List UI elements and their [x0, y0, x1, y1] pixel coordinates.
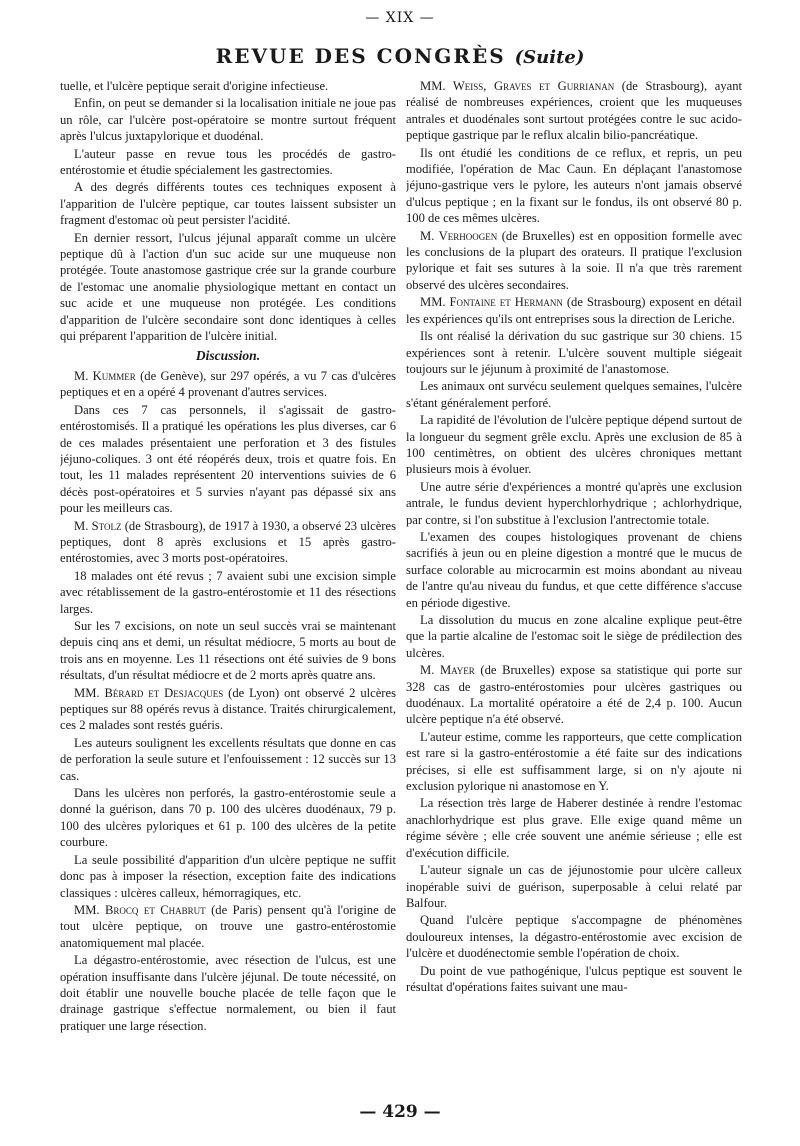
running-title	[0, 44, 800, 68]
paragraph-text: (de Strasbourg), de 1917 à 1930, a observé 23 ulcères peptiques, dont 8 après exclusions et 15 après gastro-entérostomies, avec 3 morts post-opératoires.	[60, 518, 396, 566]
author-name: MM. Weiss, Graves et Gurrianan	[420, 79, 615, 93]
section-heading-discussion: Discussion.	[195, 347, 261, 363]
paragraph: Dans les ulcères non perforés, la gastro-entérostomie seule a donné la guérison, dans 70 p. 100 des ulcères duodénaux, 79 p. 100 des ulcères pyloriques et 61 p. 100 des ulcères de la petite courbure.	[60, 786, 396, 850]
paragraph: La résection très large de Haberer destinée à rendre l'estomac anachlorhydrique est plus grave. Elle exige quand même un régime sévère ; elle crée souvent une anémie sérieuse ; elle est d'exécution difficile.	[406, 796, 742, 860]
author-name: MM. Brocq et Chabrut	[74, 902, 206, 917]
running-title-suffix: (Suite)	[514, 47, 585, 68]
paragraph	[406, 662, 742, 728]
paragraph: Ils ont réalisé la dérivation du suc gastrique sur 30 chiens. 15 expériences sont à retenir. L'ulcère souvent multiple siégeait toujours sur le jéjunum à proximité de l'anastomose.	[406, 329, 742, 376]
paragraph-text: (de Genève), sur 297 opérés, a vu 7 cas d'ulcères peptiques et en a opéré 4 provenant d'autres services.	[60, 368, 396, 400]
author-name: M. Kummer	[74, 368, 136, 383]
paragraph-text: (de Lyon) ont observé 2 ulcères peptiques sur 88 opérés revus à distance. Traités chirurgicalement, ces 2 malades sont restés guéris.	[60, 685, 396, 733]
paragraph-text: (de Strasbourg), ayant réalisé de nombreuses expériences, croient que les muqueuses antrales et duodénales sont surtout protégées contre le suc acido-peptique gastrique par le reflux alcalin bilio-pancréatique.	[406, 79, 742, 143]
paragraph: L'auteur estime, comme les rapporteurs, que cette complication est rare si la gastro-entérostomie a été faite sur des indications précises, si elle est suffisamment large, si on n'y ajoute ni exclusion pylorique ni anastomose en Y.	[406, 729, 742, 794]
paragraph: Les auteurs soulignent les excellents résultats que donne en cas de perforation la seule suture et l'enfouissement : 12 succès sur 13 cas.	[60, 735, 396, 783]
paragraph: L'examen des coupes histologiques provenant de chiens sacrifiés à jeun ou en pleine digestion a montré que le mucus de surface colorable au microcarmin est moins abondant au niveau de l'antre qu'au niveau du fundus, et que cette différence s'accuse en période digestive.	[406, 529, 742, 610]
paragraph: A des degrés différents toutes ces techniques exposent à l'apparition de l'ulcère peptique, car toutes laissent subsister un fragment d'estomac où peut persister l'acidité.	[60, 180, 396, 228]
roman-page-number: — XIX —	[365, 10, 435, 26]
paragraph	[60, 902, 396, 951]
author-name: MM. Fontaine et Hermann	[420, 295, 563, 310]
paragraph: tuelle, et l'ulcère peptique serait d'origine infectieuse.	[60, 79, 329, 93]
paragraph-text: (de Bruxelles) expose sa statistique qui porte sur 328 cas de gastro-entérostomies pour ulcères gastriques ou duodénaux. La mortalité opératoire a été de 2,4 p. 100. Aucun ulcère peptique n'a été observé.	[406, 663, 742, 727]
paragraph: La dissolution du mucus en zone alcaline explique peut-être que la partie alcaline de l'estomac soit le siège de prédilection des ulcères.	[406, 613, 742, 660]
paragraph: Du point de vue pathogénique, l'ulcus peptique est souvent le résultat d'opérations faites suivant une mau-	[406, 963, 742, 994]
author-name: MM. Bérard et Desjacques	[74, 685, 224, 700]
paragraph: L'auteur passe en revue tous les procédés de gastro-entérostomie et étudie spécialement les gastrectomies.	[60, 146, 396, 178]
paragraph: La rapidité de l'évolution de l'ulcère peptique dépend surtout de la longueur du segment grêle exclu. Après une exclusion de 85 à 100 centimètres, on obtient des ulcères chroniques mettant plusieurs mois à évoluer.	[406, 413, 742, 477]
paragraph: Les animaux ont survécu seulement quelques semaines, l'ulcère s'étant généralement perforé.	[406, 379, 742, 410]
paragraph	[406, 294, 742, 327]
left-column	[60, 78, 396, 1098]
paragraph	[60, 368, 396, 401]
paragraph-text: (de Paris) pensent qu'à l'origine de tout ulcère peptique, on trouve une gastro-entérostomie anatomiquement mal placée.	[60, 902, 396, 950]
paragraph: La dégastro-entérostomie, avec résection de l'ulcus, est une opération insuffisante dans l'ulcère jéjunal. De toute nécessité, on doit établir une nouvelle bouche placée de telle façon que le drainage gastrique s'effectue normalement, ou bien il faut pratiquer une large résection.	[60, 953, 396, 1033]
right-column	[406, 78, 742, 1098]
paragraph	[60, 518, 396, 567]
paragraph: Une autre série d'expériences a montré qu'après une exclusion antrale, le fundus devient hyperchlorhydrique ; achlorhydrique, par contre, si l'on substitue à l'exclusion l'antrectomie totale.	[406, 479, 742, 527]
paragraph: Dans ces 7 cas personnels, il s'agissait de gastro-entérostomisés. Il a pratiqué les opérations les plus diverses, car 6 de ces malades présentaient une perforation et 3 des fistules jéjuno-coliques. 3 ont été réopérés deux, trois et quatre fois. En tout, les 11 malades représentent 20 interventions suivies de 6 décès post-opératoires et 5 survies n'ayant pas dépassé six ans pour les meilleurs cas.	[60, 402, 396, 516]
paragraph	[406, 228, 742, 294]
paragraph: Sur les 7 excisions, on note un seul succès vrai se maintenant depuis cinq ans et demi, un résultat médiocre, 5 morts au bout de trois ans en moyenne. Les 11 résections ont été suivies de 9 bons résultats, d'un résultat médiocre et de 2 morts après quatre ans.	[60, 619, 396, 683]
page-number: — 429 —	[359, 1102, 441, 1122]
paragraph: La seule possibilité d'apparition d'un ulcère peptique ne suffit donc pas à imposer la résection, exception faite des indications classiques : ulcères calleux, hémorragiques, etc.	[60, 852, 396, 900]
paragraph-text: (de Bruxelles) est en opposition formelle avec les conclusions de la plupart des orateurs. Il pratique l'exclusion pylorique et fait ses sutures à la soie. Il n'a que très rarement observé des ulcères secondaires.	[406, 228, 742, 292]
paragraph	[406, 78, 742, 144]
paragraph: En dernier ressort, l'ulcus jéjunal apparaît comme un ulcère peptique dû à l'action d'un suc acide sur une muqueuse non protégée. Toute anastomose gastrique crée sur la grande courbure de l'estomac une anomalie physiologique mettant en contact un suc acide et une muqueuse non protégée. Les conditions d'apparition de l'ulcère secondaire sont donc identiques à celles qui préparent l'apparition de l'ulcère initial.	[60, 230, 396, 344]
paragraph: Ils ont étudié les conditions de ce reflux, et repris, un peu modifiée, l'opération de Mac Caun. En déplaçant l'anastomose jéjuno-gastrique vers le pylore, les auteurs n'ont jamais observé d'ulcus peptique ; en la fixant sur le fondus, ils ont observé 80 p. 100 de ces mêmes ulcères.	[406, 145, 742, 226]
paragraph: 18 malades ont été revus ; 7 avaient subi une excision simple avec rétablissement de la gastro-entérostomie et 11 des résections larges.	[60, 568, 396, 616]
paragraph	[60, 685, 396, 734]
paragraph: Enfin, on peut se demander si la localisation initiale ne joue pas un rôle, car l'ulcère post-opératoire se montre surtout fréquent après l'ulcus juxtapylorique et duodénal.	[60, 96, 396, 144]
author-name: M. Mayer	[420, 663, 475, 678]
paragraph: Quand l'ulcère peptique s'accompagne de phénomènes douloureux intenses, la dégastro-entérostomie avec excision de l'ulcère et duodénectomie semble l'opération de choix.	[406, 913, 742, 961]
author-name: M. Verhoogen	[420, 228, 498, 243]
running-title-text: REVUE DES CONGRÈS	[215, 44, 506, 68]
paragraph-text: (de Strasbourg) exposent en détail les expériences qu'ils ont entreprises sous la direction de Leriche.	[406, 295, 742, 326]
paragraph: L'auteur signale un cas de jéjunostomie pour ulcère calleux inopérable suivi de guérison, superposable à celui relaté par Balfour.	[406, 863, 742, 910]
author-name: M. Stolz	[74, 518, 122, 533]
